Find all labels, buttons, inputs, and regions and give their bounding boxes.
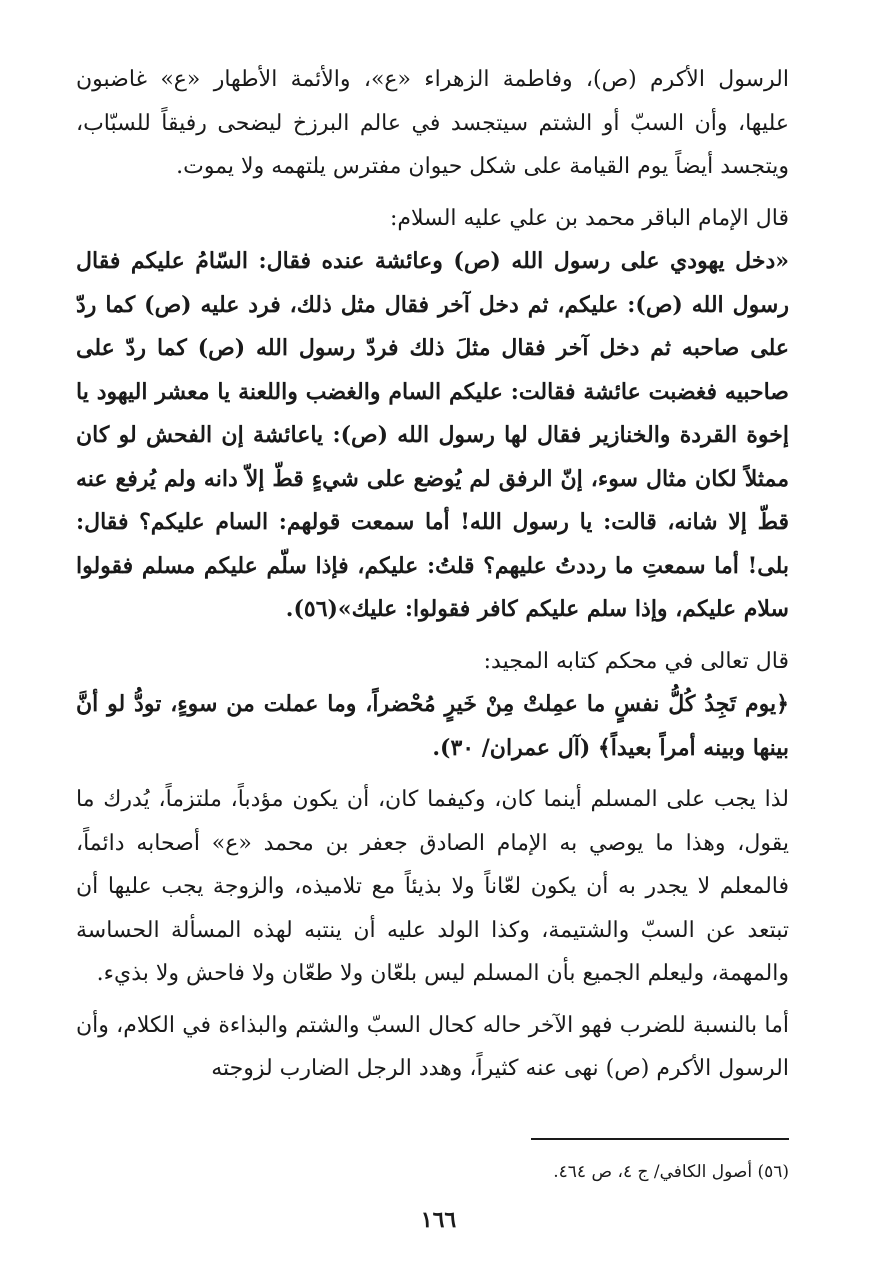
paragraph-hadith: «دخل يهودي على رسول الله (ص) وعائشة عنده فقال: السّامُ عليكم فقال رسول الله (ص): عليكم، ثم دخل آخر فقال مثل ذلك، فرد عليه (ص) كما ردّ على صاحبه ثم دخل آخر فقال مثلَ ذلك فردّ رسول الله (ص) كما ردّ على صاحبيه فغضبت عائشة فقالت: عليكم السام والغضب واللعنة يا معشر اليهود يا إخوة القردة والخنازير فقال لها رسول الله (ص): ياعائشة إن الفحش لو كان ممثلاً لكان مثال سوء، إنّ الرفق لم يُوضع على شيءٍ قطّ إلاّ دانه ولم يُرفع عنه قطّ إلا شانه، قالت: يا رسول الله! أما سمعت قولهم: السام عليكم؟ فقال: بلى! أما سمعتِ ما رددتُ عليهم؟ قلتُ: عليكم، فإذا سلّم عليكم مسلم فقولوا سلام عليكم، وإذا سلم عليكم كافر فقولوا: عليك»(٥٦).: [76, 248, 789, 622]
page-number: ١٦٦: [420, 1207, 457, 1233]
footnote-divider: [531, 1138, 789, 1140]
paragraph-quran-verse: ﴿يوم تَجِدُ كُلُّ نفسٍ ما عمِلتْ مِنْ خَيرٍ مُحْضراً، وما عملت من سوءٍ، تودُّ لو أنَّ بينها وبينه أمراً بعيداً﴾ (آل عمران/ ٣٠).: [76, 691, 789, 761]
paragraph-intro: الرسول الأكرم (ص)، وفاطمة الزهراء «ع»، والأئمة الأطهار «ع» غاضبون عليها، وأن السبّ أو الشتم سيتجسد في عالم البرزخ ليضحى رفيقاً للسبّاب، ويتجسد أيضاً يوم القيامة على شكل حيوان مفترس يلتهمه ولا يموت.: [76, 67, 789, 179]
paragraph-beating: أما بالنسبة للضرب فهو الآخر حاله كحال السبّ والشتم والبذاءة في الكلام، وأن الرسول الأكرم (ص) نهى عنه كثيراً، وهدد الرجل الضارب لزوجته: [76, 1012, 789, 1081]
paragraph-conduct: لذا يجب على المسلم أينما كان، وكيفما كان، أن يكون مؤدباً، ملتزماً، يُدرك ما يقول، وهذا ما يوصي به الإمام الصادق جعفر بن محمد «ع» أصحابه دائماً، فالمعلم لا يجدر به أن يكون لعّاناً ولا بذيئاً مع تلاميذه، والزوجة يجب عليها أن تبتعد عن السبّ والشتيمة، وكذا الولد عليه أن ينتبه لهذه المسألة الحساسة والمهمة، وليعلم الجميع بأن المسلم ليس بلعّان ولا طعّان ولا فاحش ولا بذيء.: [76, 787, 789, 986]
paragraph-narration-intro: قال الإمام الباقر محمد بن علي عليه السلام:: [389, 205, 789, 231]
paragraph-quran-intro: قال تعالى في محكم كتابه المجيد:: [483, 648, 789, 674]
footnote: (٥٦) أصول الكافي/ ج ٤، ص ٤٦٤.: [553, 1162, 789, 1182]
